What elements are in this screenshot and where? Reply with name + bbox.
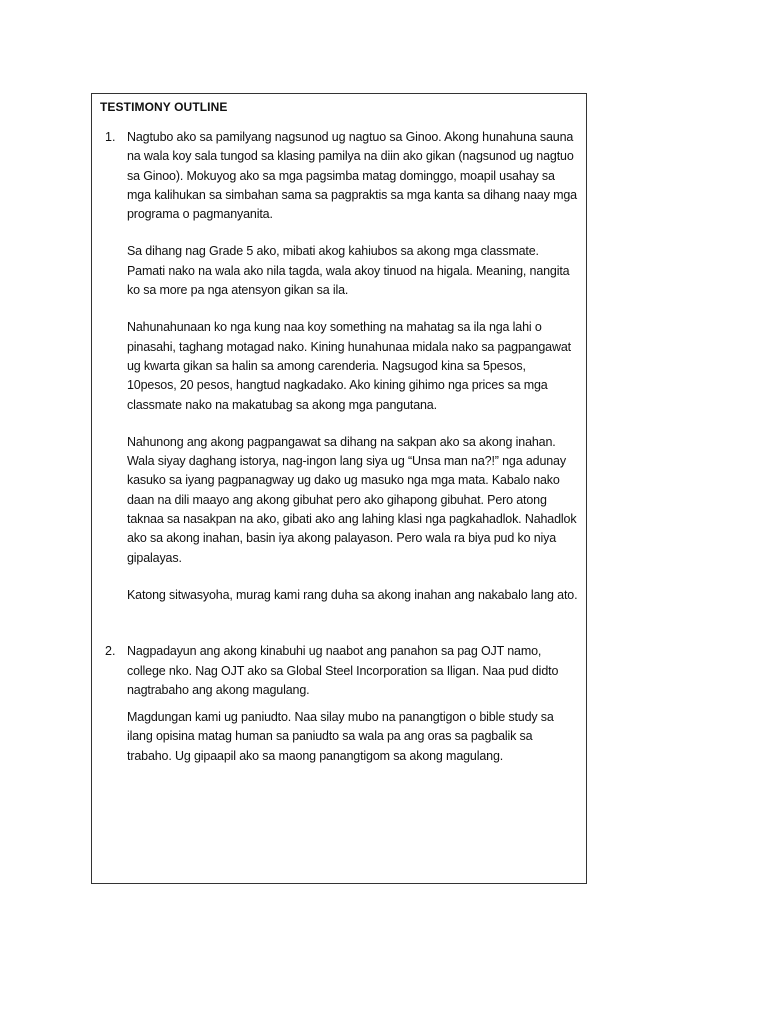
item-1-paragraph-1: Nagtubo ako sa pamilyang nagsunod ug nagtuo sa Ginoo. Akong hunahuna sauna na wala koy sala tungod sa klasing pamilya na diin ako gikan (nagsunod ug nagtuo sa Ginoo). Mokuyog ako sa mga pagsimba matag dominggo, moapil usahay sa mga kalihukan sa simbahan sama sa pagpraktis sa mga kanta sa dihang naay mga programa o pagmanyanita.: [127, 130, 577, 222]
item-1-paragraph-5: Katong sitwasyoha, murag kami rang duha sa akong inahan ang nakabalo lang ato.: [127, 587, 578, 602]
item-1-paragraph-2: Sa dihang nag Grade 5 ako, mibati akog kahiubos sa akong mga classmate. Pamati nako na wala ako nila tagda, wala akoy tinuod na higala. Meaning, nangita ko sa more pa nga atensyon gikan sa ila.: [127, 244, 570, 298]
item-2-paragraph-1: Nagpadayun ang akong kinabuhi ug naabot ang panahon sa pag OJT namo, college nko. Nag OJT ako sa Global Steel Incorporation sa Iligan. Naa pud didto nagtrabaho ang akong magulang.: [127, 644, 559, 697]
testimony-outline-box: [91, 93, 587, 884]
outline-item-2: [100, 642, 578, 766]
item-2-paragraph-2: Magdungan kami ug paniudto. Naa silay mubo na panangtigon o bible study sa ilang opisina matag human sa paniudto sa wala pa ang oras sa pagbalik sa trabaho. Ug gipaapil ako sa maong panangtigom sa akong magulang.: [127, 710, 554, 763]
outline-item-1: [100, 128, 578, 605]
item-1-paragraph-3: Nahunahunaan ko nga kung naa koy something na mahatag sa ila nga lahi o pinasahi, taghang motagad nako. Kining hunahunaa midala nako sa pagpangawat ug kwarta gikan sa halin sa among carenderia. Nagsugod kina sa 5pesos, 10pesos, 20 pesos, hangtud nagkadako. Ako kining gihimo nga prices sa mga classmate nako na makatubag sa akong mga pangutana.: [127, 320, 571, 412]
item-1-paragraph-4: Nahunong ang akong pagpangawat sa dihang na sakpan ako sa akong inahan. Wala siyay daghang istorya, nag-ingon lang siya ug “Unsa man na?!” nga adunay kasuko sa iyang pagpanagway ug dako ug masuko nga mga mata. Kabalo nako daan na dili maayo ang akong gibuhat pero ako gihapong gibuhat. Pero atong taknaa sa nasakpan na ako, gibati ako ang lahing klasi nga pagkahadlok. Nahadlok ako sa akong inahan, basin iya akong palayason. Pero wala ra biya pud ko niya gipalayas.: [127, 434, 577, 565]
item-number: 2.: [105, 644, 116, 659]
item-number: 1.: [105, 130, 116, 144]
document-title: TESTIMONY OUTLINE: [100, 100, 228, 114]
